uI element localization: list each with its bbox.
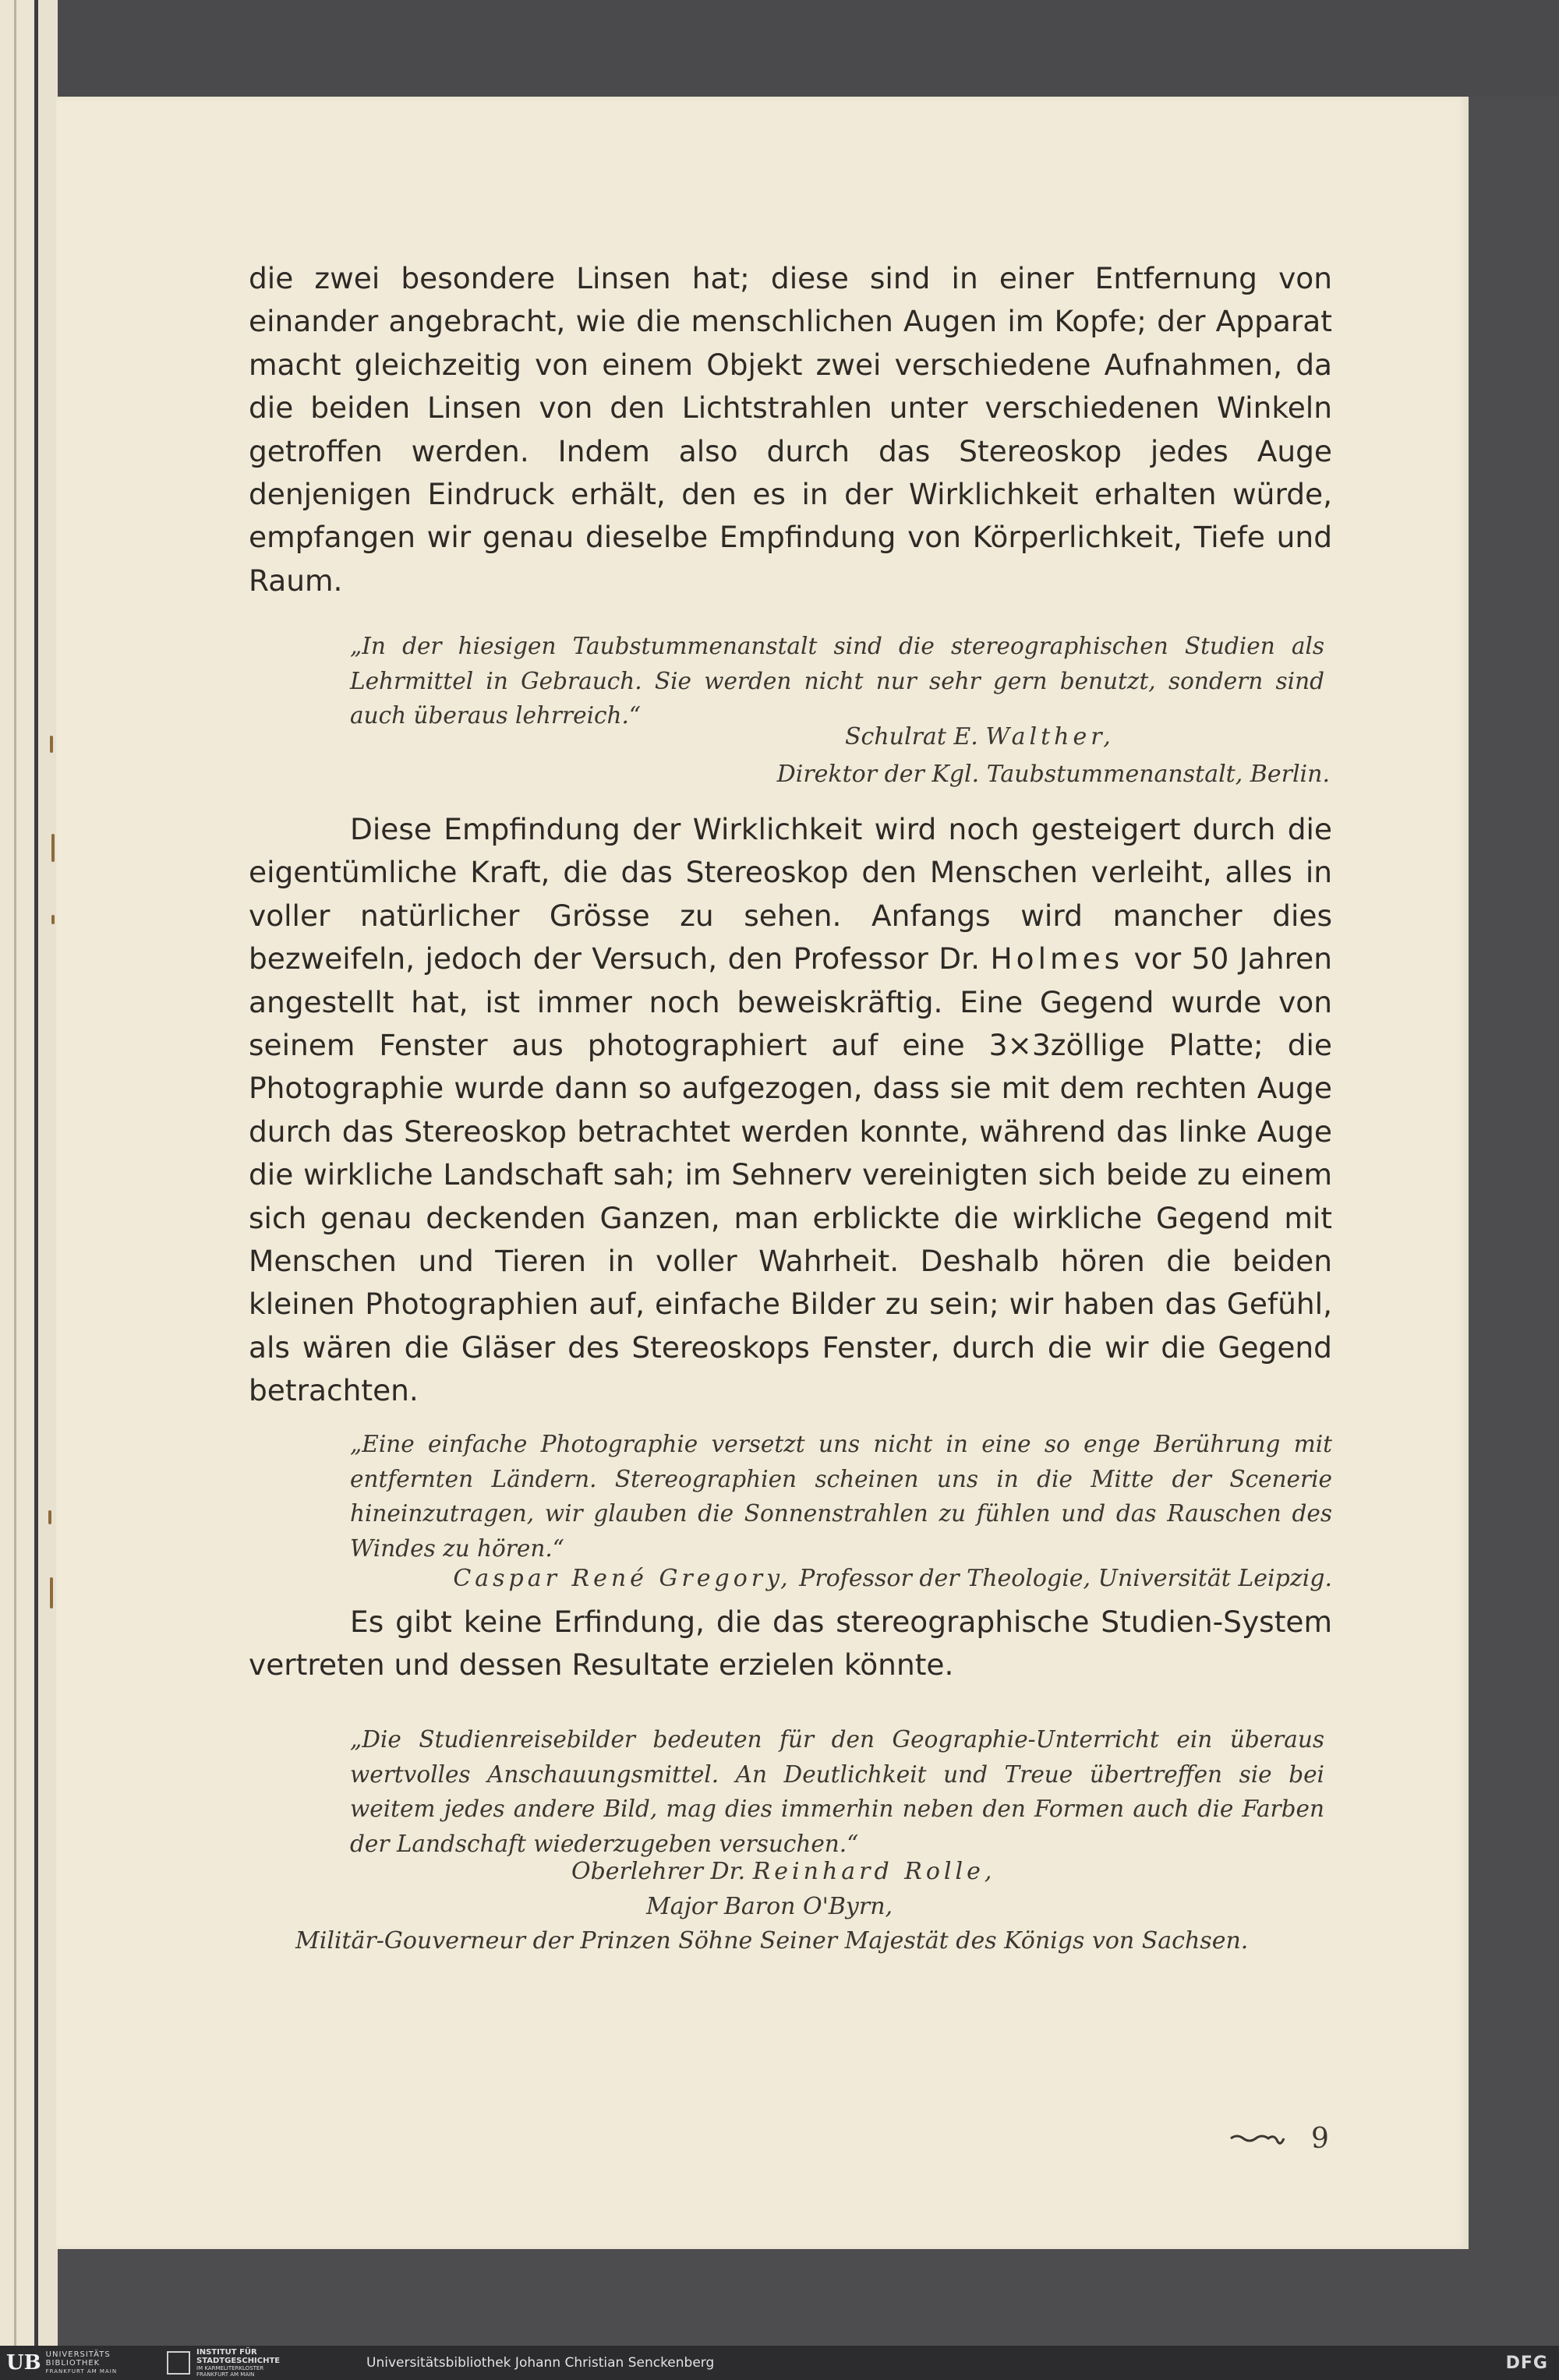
isg-line: STADTGESCHICHTE	[196, 2357, 281, 2365]
margin-mark	[50, 1577, 53, 1608]
page-edge-shadow	[38, 0, 58, 2346]
signature-title: Schulrat E.	[845, 723, 986, 750]
quote-2-signature	[453, 1562, 1332, 1596]
ub-line: FRANKFURT AM MAIN	[45, 2368, 118, 2375]
quote-2: „Eine einfache Photographie versetzt uns nicht in eine so enge Berührung mit entfernten Ländern. Stereographien scheinen uns in die Mitte der Scenerie hineinzutragen, wir glauben die Sonnenstrahlen zu fühlen und das Rauschen des Windes zu hören.“	[350, 1431, 1332, 1562]
paragraph-2-text-b: vor 50 Jahren angestellt hat, ist immer noch beweiskräftig. Eine Gegend wurde von seinem Fenster aus photographiert auf eine 3×3zöllige Platte; die Photographie wurde dann so aufgezogen, dass sie mit dem rechten Auge durch das Stereoskop betrachtet werden konnte, während das linke Auge die wirkliche Landschaft sah; im Sehnerv vereinigten sich beide zu einem sich genau deckenden Ganzen, man erblickte die wirkliche Gegend mit Menschen und Tieren in voller Wahrheit. Deshalb hören die beiden kleinen Photographien auf, einfache Bilder zu sein; wir haben das Gefühl, als wären die Gläser des Stereoskops Fenster, durch die wir die Gegend betrachten.	[249, 941, 1332, 1408]
signature-role: Professor der Theologie, Universität Leipzig.	[791, 1565, 1332, 1592]
isg-logo	[167, 2346, 280, 2380]
library-name: Universitätsbibliothek Johann Christian Senckenberg	[366, 2355, 715, 2371]
margin-mark	[51, 834, 55, 862]
isg-line: IM KARMELITERKLOSTER	[196, 2365, 264, 2371]
ub-line: UNIVERSITÄTS	[45, 2350, 111, 2359]
margin-mark	[51, 915, 55, 924]
ub-logo	[6, 2346, 117, 2380]
ornament-icon	[1229, 2132, 1299, 2148]
quote-3-signature-2: Major Baron O'Byrn,	[646, 1893, 893, 1920]
margin-mark	[50, 736, 53, 753]
isg-line: FRANKFURT AM MAIN	[196, 2371, 255, 2378]
quote-1-signature-role: Direktor der Kgl. Taubstummenanstalt, Berlin.	[776, 761, 1330, 788]
paragraph-2-text-a: Diese Empfindung der Wirklichkeit wird noch gesteigert durch die eigentümliche Kraft, die das Stereoskop den Menschen verleiht, alles in voller natürlicher Grösse zu sehen. Anfangs wird mancher dies bezweifeln, jedoch der Versuch, den Professor Dr.	[249, 812, 1332, 976]
ub-line: BIBLIOTHEK	[45, 2358, 101, 2368]
quote-3-signature-1	[571, 1855, 995, 1889]
page-edge-strip	[0, 0, 58, 2346]
quote-3: „Die Studienreisebilder bedeuten für den Geographie-Unterricht ein überaus wertvolles Anschauungsmittel. An Deutlichkeit und Treue übertreffen sie bei weitem jedes andere Bild, mag dies immerhin neben den Formen auch die Farben der Landschaft wiederzugeben versuchen.“	[350, 1726, 1324, 1857]
paragraph-2	[249, 808, 1332, 1413]
quote-3-signature-3: Militär-Gouverneur der Prinzen Söhne Seiner Majestät des Königs von Sachsen.	[295, 1927, 1249, 1954]
quote-1: „In der hiesigen Taubstummenanstalt sind die stereographischen Studien als Lehrmittel in Gebrauch. Sie werden nicht nur sehr gern benutzt, sondern sind auch überaus lehrreich.“	[350, 633, 1324, 729]
paragraph-1: die zwei besondere Linsen hat; diese sind in einer Entfernung von einander angebracht, wie die menschlichen Augen im Kopfe; der Apparat macht gleichzeitig von einem Objekt zwei verschiedene Aufnahmen, da die beiden Linsen von den Lichtstrahlen unter verschiedenen Winkeln getroffen werden. Indem also durch das Stereoskop jedes Auge denjenigen Eindruck erhält, den es in der Wirklichkeit erhalten würde, empfangen wir genau dieselbe Empfindung von Körperlichkeit, Tiefe und Raum.	[249, 261, 1332, 598]
signature-name: Reinhard Rolle,	[752, 1858, 996, 1885]
page-edge-line	[14, 0, 16, 2346]
signature-name: Caspar René Gregory,	[453, 1565, 792, 1592]
signature-title: Oberlehrer Dr.	[571, 1858, 753, 1885]
isg-line: INSTITUT FÜR	[196, 2348, 257, 2357]
margin-mark	[48, 1510, 51, 1524]
paragraph-3: Es gibt keine Erfindung, die das stereographische Studien-System vertreten und dessen Resultate erzielen könnte.	[249, 1605, 1332, 1683]
person-name-holmes: Holmes	[990, 941, 1124, 976]
dfg-logo: DFG	[1505, 2353, 1548, 2373]
quote-1-signature	[845, 720, 1115, 754]
footer-bar	[0, 2346, 1559, 2380]
scan-background	[58, 0, 1559, 97]
ub-mark: UB	[6, 2351, 41, 2375]
isg-text	[196, 2348, 280, 2378]
ub-text	[46, 2350, 117, 2376]
page-number: 9	[1311, 2123, 1329, 2155]
isg-emblem-icon	[167, 2351, 190, 2375]
signature-name: Walther,	[985, 723, 1115, 750]
book-page	[56, 97, 1469, 2249]
